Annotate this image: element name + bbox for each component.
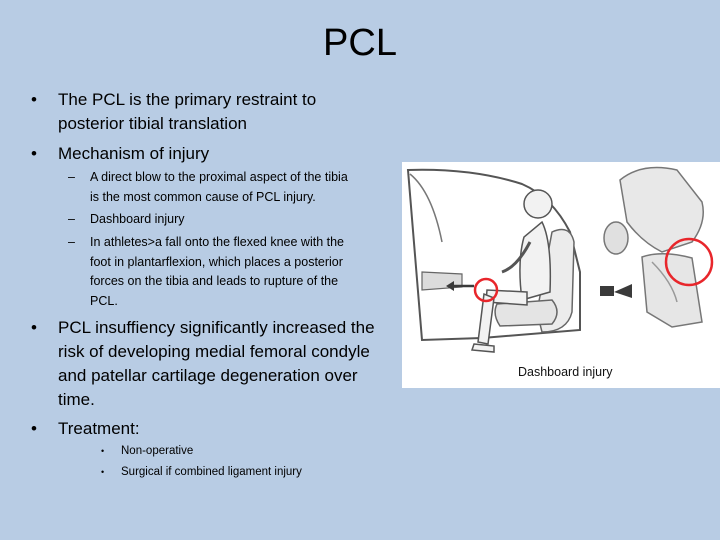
treatment-line: Surgical if combined ligament injury	[121, 466, 302, 478]
subbullet-line: is the most common cause of PCL injury.	[90, 189, 316, 204]
bullet-line: PCL insuffiency significantly increased the	[58, 318, 375, 337]
subbullet-dashboard	[68, 210, 185, 230]
bullet-marker: •	[31, 90, 37, 109]
dashboard-injury-figure	[402, 162, 720, 388]
bullet-line: The PCL is the primary restraint to	[58, 90, 317, 109]
bullet-marker: •	[31, 144, 37, 163]
bullet-marker: •	[101, 467, 105, 477]
bullet-line: risk of developing medial femoral condyle	[58, 342, 370, 361]
figure-caption: Dashboard injury	[518, 365, 613, 379]
force-arrow-icon	[614, 284, 632, 298]
slide-title: PCL	[323, 22, 397, 64]
subbullet-line: foot in plantarflexion, which places a posterior	[90, 254, 343, 269]
dash-marker: –	[68, 235, 75, 249]
subbullet-line: forces on the tibia and leads to rupture of the	[90, 274, 339, 288]
bullet-treatment	[31, 417, 140, 441]
subbullet-direct-blow	[68, 168, 348, 207]
bullet-insufficiency	[31, 316, 375, 412]
treatment-nonoperative	[101, 441, 194, 462]
bullet-marker: •	[31, 419, 37, 438]
dash-marker: –	[68, 212, 75, 226]
dashboard-injury-illustration	[402, 162, 720, 388]
bullet-marker: •	[31, 318, 37, 337]
bullet-line: Mechanism of injury	[58, 144, 210, 163]
subbullet-line: In athletes>a fall onto the flexed knee with the	[90, 235, 344, 249]
subbullet-line: PCL.	[90, 293, 118, 308]
bullet-marker: •	[101, 446, 105, 456]
treatment-surgical	[101, 462, 302, 483]
bullet-mechanism	[31, 142, 210, 166]
subbullet-line: Dashboard injury	[90, 212, 185, 226]
subbullet-line: A direct blow to the proximal aspect of the tibia	[90, 170, 348, 184]
dash-marker: –	[68, 170, 75, 184]
bullet-line: time.	[58, 390, 95, 409]
bullet-line: Treatment:	[58, 419, 140, 438]
bullet-line: posterior tibial translation	[58, 114, 247, 133]
bullet-primary-restraint	[31, 88, 317, 136]
subbullet-athletes	[68, 233, 344, 311]
bullet-line: and patellar cartilage degeneration over	[58, 366, 358, 385]
treatment-line: Non-operative	[121, 445, 194, 457]
